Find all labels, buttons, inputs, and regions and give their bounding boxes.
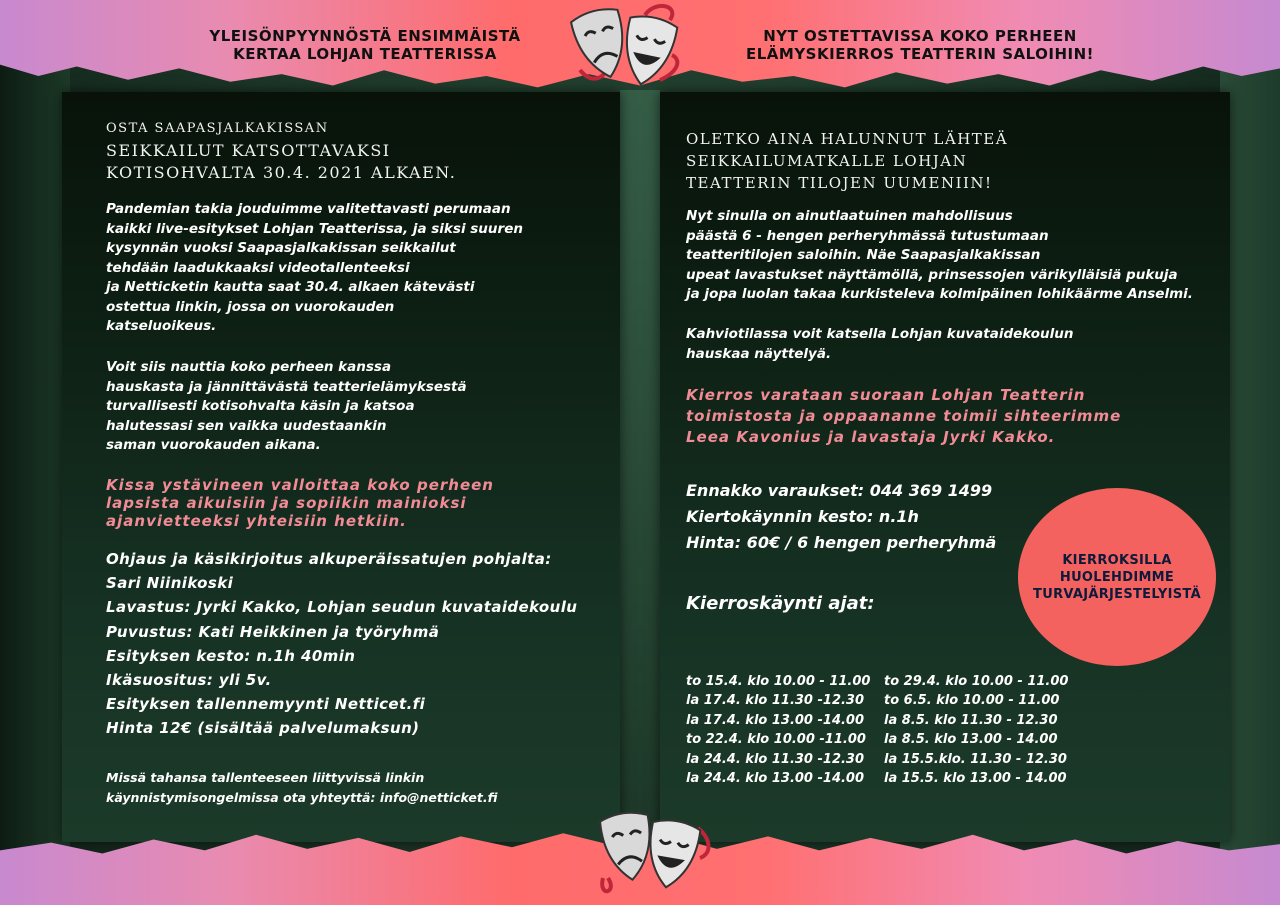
text-line: lapsista aikuisiin ja sopiikin mainioksi [106,494,467,512]
text-line: toimistosta ja oppaananne toimii sihteerimme [686,407,1122,425]
banner-left [180,27,550,63]
badge-line: HUOLEHDIMME [1059,569,1175,585]
tour-time: la 8.5. klo 13.00 - 14.00 [884,732,1058,748]
badge-line: KIERROKSILLA [1062,552,1172,568]
text-line: teatteritilojen saloihin. Näe Saapasjalkakissan [686,247,1041,263]
right-heading-line: OLETKO AINA HALUNNUT LÄHTEÄ [686,130,1009,148]
credits-list [106,547,606,741]
booking-info [686,478,996,556]
banner-left-line: YLEISÖNPYYNNÖSTÄ ENSIMMÄISTÄ [209,27,521,45]
text-line: Leea Kavonius ja lavastaja Jyrki Kakko. [686,428,1056,446]
tour-price: Hinta: 60€ / 6 hengen perheryhmä [686,533,997,552]
banner-right [720,27,1120,63]
text-line: Kahviotilassa voit katsella Lohjan kuvataidekoulun [686,326,1074,342]
text-line: ja jopa luolan takaa kurkisteleva kolmipäinen lohikäärme Anselmi. [686,286,1193,302]
tour-time: to 15.4. klo 10.00 - 11.00 [686,674,871,689]
tour-time: to 29.4. klo 10.00 - 11.00 [884,674,1069,689]
text-line: Voit siis nauttia koko perheen kanssa [106,359,392,375]
tour-times-title: Kierroskäynti ajat: [686,593,875,614]
tour-times-left [686,672,870,788]
text-line: käynnistymisongelmissa ota yhteyttä: info@netticket.fi [106,790,498,805]
credit-line: Puvustus: Kati Heikkinen ja työryhmä [106,622,440,641]
badge-line: TURVAJÄRJESTELYISTÄ [1033,586,1201,602]
safety-badge [1018,488,1216,666]
text-line: Pandemian takia jouduimme valitettavasti perumaan [106,201,511,217]
text-line: ostettua linkin, jossa on vuorokauden [106,298,395,315]
text-line: Missä tahansa tallenteeseen liittyvissä linkin [106,770,425,785]
booking-phone: Ennakko varaukset: 044 369 1499 [686,481,993,500]
forest-background-left [0,0,70,905]
right-highlight-text [686,385,1206,448]
text-line: Kierros varataan suoraan Lohjan Teatterin [686,386,1086,404]
credit-line: Lavastus: Jyrki Kakko, Lohjan seudun kuvataidekoulu [106,598,578,617]
credit-line: Ikäsuositus: yli 5v. [106,671,272,690]
tour-time: la 15.5. klo 13.00 - 14.00 [884,771,1067,787]
credit-line: Ohjaus ja käsikirjoitus alkuperäissatujen pohjalta: [106,550,552,568]
text-line: Kissa ystävineen valloittaa koko perheen [106,476,494,494]
text-line: halutessasi sen vaikka uudestaankin [106,417,387,434]
tour-time: la 17.4. klo 11.30 -12.30 [686,693,865,709]
tour-time: la 24.4. klo 13.00 -14.00 [686,771,865,787]
banner-right-line: ELÄMYSKIERROS TEATTERIN SALOIHIN! [745,45,1095,63]
text-line: hauskaa näyttelyä. [686,345,832,362]
theatre-masks-icon [560,0,690,100]
banner-right-line: NYT OSTETTAVISSA KOKO PERHEEN [763,27,1077,45]
text-line: kysynnän vuoksi Saapasjalkakissan seikkailut [106,240,456,256]
right-heading-line: TEATTERIN TILOJEN UUMENIIN! [686,174,993,192]
theatre-masks-icon [588,808,718,898]
left-heading-small: OSTA SAAPASJALKAKISSAN [106,121,329,136]
tour-times-right [884,672,1068,788]
right-heading-line: SEIKKAILUMATKALLE LOHJAN [686,152,968,170]
text-line: päästä 6 - hengen perheryhmässä tutustumaan [686,227,1049,244]
banner-left-line: KERTAA LOHJAN TEATTERISSA [233,45,497,63]
right-paragraph-1 [686,207,1226,305]
tour-time: la 17.4. klo 13.00 -14.00 [686,712,865,728]
credit-line: Hinta 12€ (sisältää palvelumaksun) [106,719,420,738]
text-line: hauskasta ja jännittävästä teatterielämyksestä [106,378,467,395]
credit-line: Sari Niinikoski [106,574,234,593]
text-line: kaikki live-esitykset Lohjan Teatterissa, ja siksi suuren [106,220,523,237]
text-line: katseluoikeus. [106,318,217,334]
contact-note [106,768,586,808]
left-heading [106,140,586,184]
tour-time: la 15.5.klo. 11.30 - 12.30 [884,751,1067,767]
left-heading-line: KOTISOHVALTA 30.4. 2021 ALKAEN. [106,163,457,182]
tour-time: to 6.5. klo 10.00 - 11.00 [884,693,1060,709]
tour-time: la 8.5. klo 11.30 - 12.30 [884,712,1058,728]
tour-duration: Kiertokäynnin kesto: n.1h [686,507,919,526]
left-heading-line: SEIKKAILUT KATSOTTAVAKSI [106,141,391,160]
text-line: ja Netticketin kautta saat 30.4. alkaen kätevästi [106,279,475,295]
tour-time: la 24.4. klo 11.30 -12.30 [686,751,865,767]
left-highlight-text [106,476,606,530]
right-paragraph-2 [686,325,1226,364]
right-heading [686,128,1106,194]
text-line: upeat lavastukset näyttämöllä, prinsessojen värikylläisiä pukuja [686,266,1178,283]
credit-line: Esityksen tallennemyynti Netticet.fi [106,695,426,714]
tour-time: to 22.4. klo 10.00 -11.00 [686,732,866,748]
credit-line: Esityksen kesto: n.1h 40min [106,646,356,665]
text-line: saman vuorokauden aikana. [106,437,321,453]
left-paragraph-2 [106,358,596,456]
text-line: turvallisesti kotisohvalta käsin ja katsoa [106,398,415,414]
text-line: tehdään laadukkaaksi videotallenteeksi [106,259,410,276]
left-paragraph-1 [106,200,596,337]
text-line: Nyt sinulla on ainutlaatuinen mahdollisuus [686,208,1013,224]
forest-background-center [620,90,660,830]
text-line: ajanvietteeksi yhteisiin hetkiin. [106,512,407,530]
